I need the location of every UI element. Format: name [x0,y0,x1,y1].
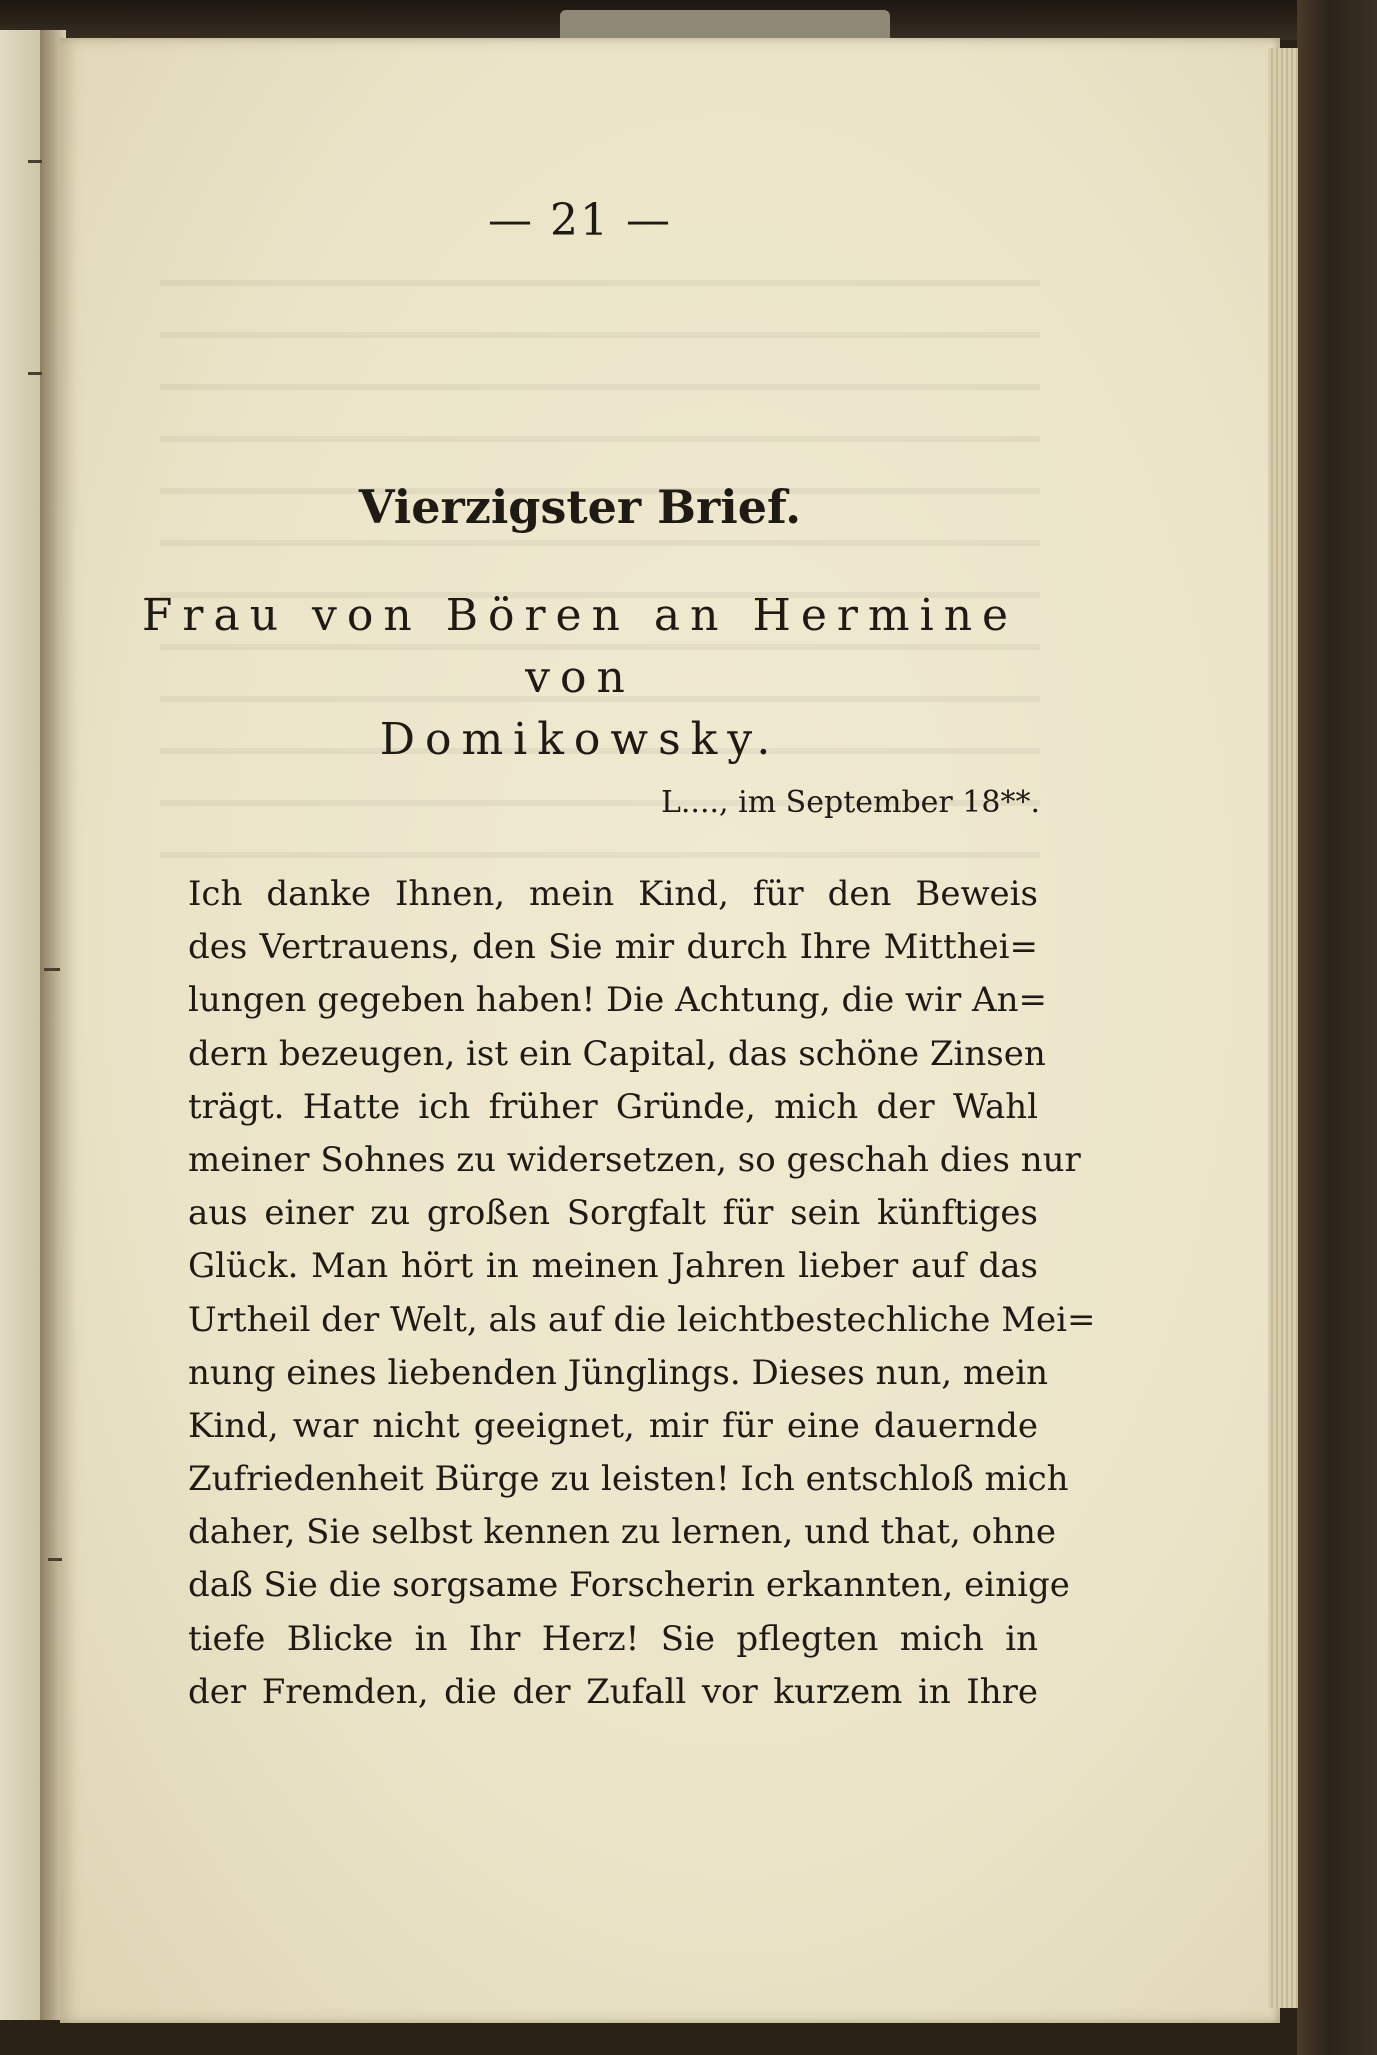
body-line: daß Sie die sorgsame Forscherin erkannten, einige [188,1565,1070,1606]
letter-body [188,868,1096,1719]
page-number: — 21 — [488,195,672,246]
body-line: lungen gegeben haben! Die Achtung, die wir An= [188,980,1047,1021]
book-cover-right [1297,0,1377,2055]
margin-mark [28,372,42,375]
body-line: daher, Sie selbst kennen zu lernen, und that, ohne [188,1512,1057,1553]
dateline: L...., im September 18**. [660,785,1040,820]
margin-mark [44,968,60,971]
body-line: Zufriedenheit Bürge zu leisten! Ich entschloß mich [188,1459,1069,1500]
body-line: Urtheil der Welt, als auf die leichtbestechliche Mei= [188,1299,1096,1340]
salutation-line: Frau von Bören an Hermine von [141,590,1019,703]
body-line: dern bezeugen, ist ein Capital, das schöne Zinsen [188,1033,1046,1074]
body-line: nung eines liebenden Jünglings. Dieses nun, mein [188,1352,1048,1393]
salutation-line: Domikowsky. [379,714,781,765]
body-line: des Vertrauens, den Sie mir durch Ihre Mitthei= [188,927,1038,968]
body-line: aus einer zu großen Sorgfalt für sein künftiges [188,1193,1038,1234]
page-stack-edge [1268,48,1298,2008]
margin-mark [28,160,42,163]
letter-heading: Vierzigster Brief. [358,480,802,534]
body-line: Ich danke Ihnen, mein Kind, für den Beweis [188,874,1038,914]
margin-mark [48,1558,62,1561]
previous-page-edge [0,30,40,2020]
body-line: Glück. Man hört in meinen Jahren lieber auf das [188,1246,1038,1287]
body-line: meiner Sohnes zu widersetzen, so geschah dies nur [188,1139,1081,1180]
letter-salutation [120,585,1040,771]
body-line: Kind, war nicht geeignet, mir für eine dauernde [188,1405,1038,1446]
body-line: der Fremden, die der Zufall vor kurzem in Ihre [188,1671,1038,1712]
body-line: tiefe Blicke in Ihr Herz! Sie pflegten mich in [188,1618,1038,1659]
body-line: trägt. Hatte ich früher Gründe, mich der Wahl [188,1086,1038,1127]
